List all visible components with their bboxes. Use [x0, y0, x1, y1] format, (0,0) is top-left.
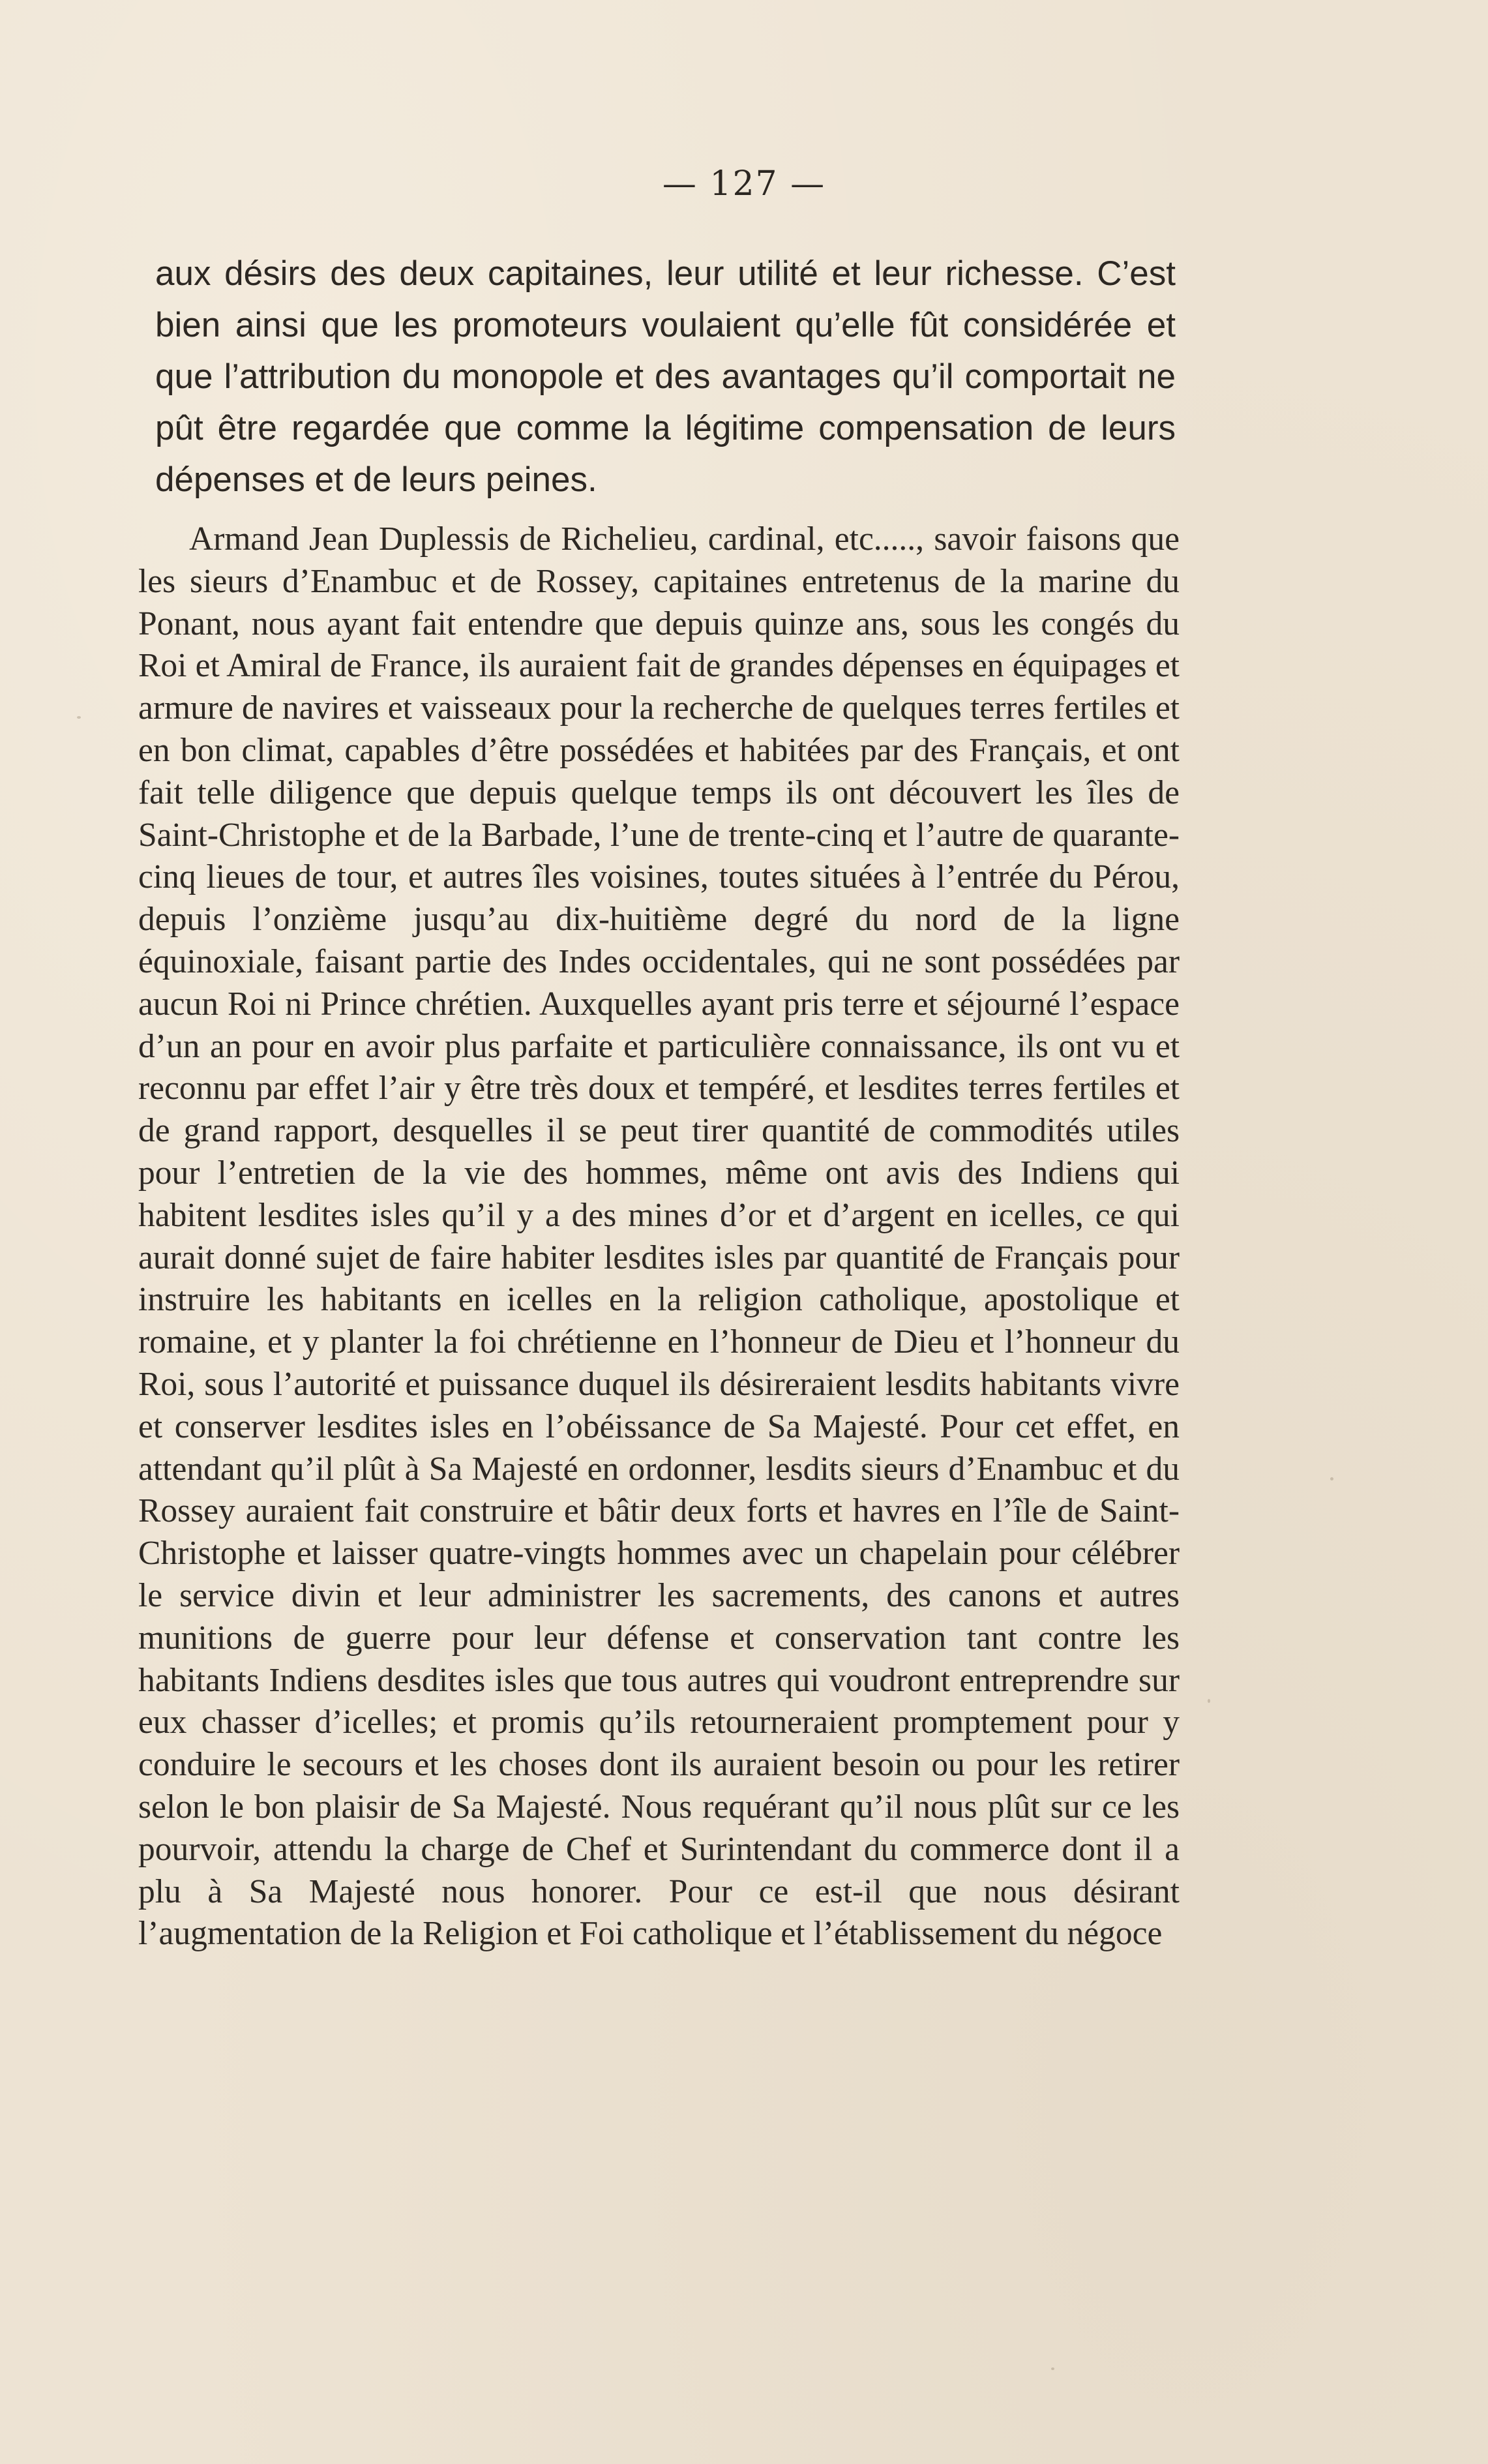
paper-speck [1208, 1699, 1210, 1703]
page-number: — 127 — [662, 164, 826, 203]
paper-speck [1330, 1477, 1333, 1480]
paper-speck [1051, 2367, 1054, 2370]
charter-quotation: Armand Jean Duplessis de Richelieu, cardinal, etc....., savoir faisons que les sieurs d’Enambuc et de Rossey, capitaines entretenus de la marine du Ponant, nous ayant fait entendre que depuis quinze ans, sous les congés du Roi et Amiral de France, ils auraient fait de grandes dépenses en équipages et armure de navires et vaisseaux pour la recherche de quelques terres fertiles et en bon climat, capables d’être possédées et habitées par des Français, et ont fait telle diligence que depuis quelque temps ils ont découvert les îles de Saint-Christophe et de la Barbade, l’une de trente-cinq et l’autre de quarante-cinq lieues de tour, et autres îles voisines, toutes situées à l’entrée du Pérou, depuis l’onzième jusqu’au dix-huitième degré du nord de la ligne équinoxiale, faisant partie des Indes occidentales, qui ne sont possédées par aucun Roi ni Prince chrétien. Auxquelles ayant pris terre et séjourné l’espace d’un an pour en avoir plus parfaite et particulière connaissance, ils ont vu et reconnu par effet l’air y être très doux et tempéré, et lesdites terres fertiles et de grand rapport, desquelles il se peut tirer quantité de commodités utiles pour l’entretien de la vie des hommes, même ont avis des Indiens qui habitent lesdites isles qu’il y a des mines d’or et d’argent en icelles, ce qui aurait donné sujet de faire habiter lesdites isles par quantité de Français pour instruire les habitants en icelles en la religion catholique, apostolique et romaine, et y planter la foi chrétienne en l’honneur de Dieu et l’honneur du Roi, sous l’autorité et puissance duquel ils désireraient lesdits habitants vivre et conserver lesdites isles en l’obéissance de Sa Majesté. Pour cet effet, en attendant qu’il plût à Sa Majesté en ordonner, lesdits sieurs d’Enambuc et du Rossey auraient fait construire et bâtir deux forts et havres en l’île de Saint-Christophe et laisser quatre-vingts hommes avec un chapelain pour célébrer le service divin et leur administrer les sacrements, des canons et autres munitions de guerre pour leur défense et conservation tant contre les habitants Indiens desdites isles que tous autres qui voudront entreprendre sur eux chasser d’icelles; et promis qu’ils retourneraient promptement pour y conduire le secours et les choses dont ils auraient besoin ou pour les retirer selon le bon plaisir de Sa Majesté. Nous requérant qu’il nous plût sur ce les pourvoir, attendu la charge de Chef et Surintendant du commerce dont il a plu à Sa Majesté nous honorer. Pour ce est-il que nous désirant l’augmentation de la Religion et Foi catholique et l’établissement du négoce [138, 520, 1180, 1953]
paper-speck [77, 716, 81, 719]
intro-paragraph: aux désirs des deux capitaines, leur utilité et leur richesse. C’est bien ainsi que les promoteurs voulaient qu’elle fût considérée et que l’attribution du monopole et des avantages qu’il comportait ne pût être regardée que comme la légitime compensation de leurs dépenses et de leurs peines. [155, 254, 1176, 499]
